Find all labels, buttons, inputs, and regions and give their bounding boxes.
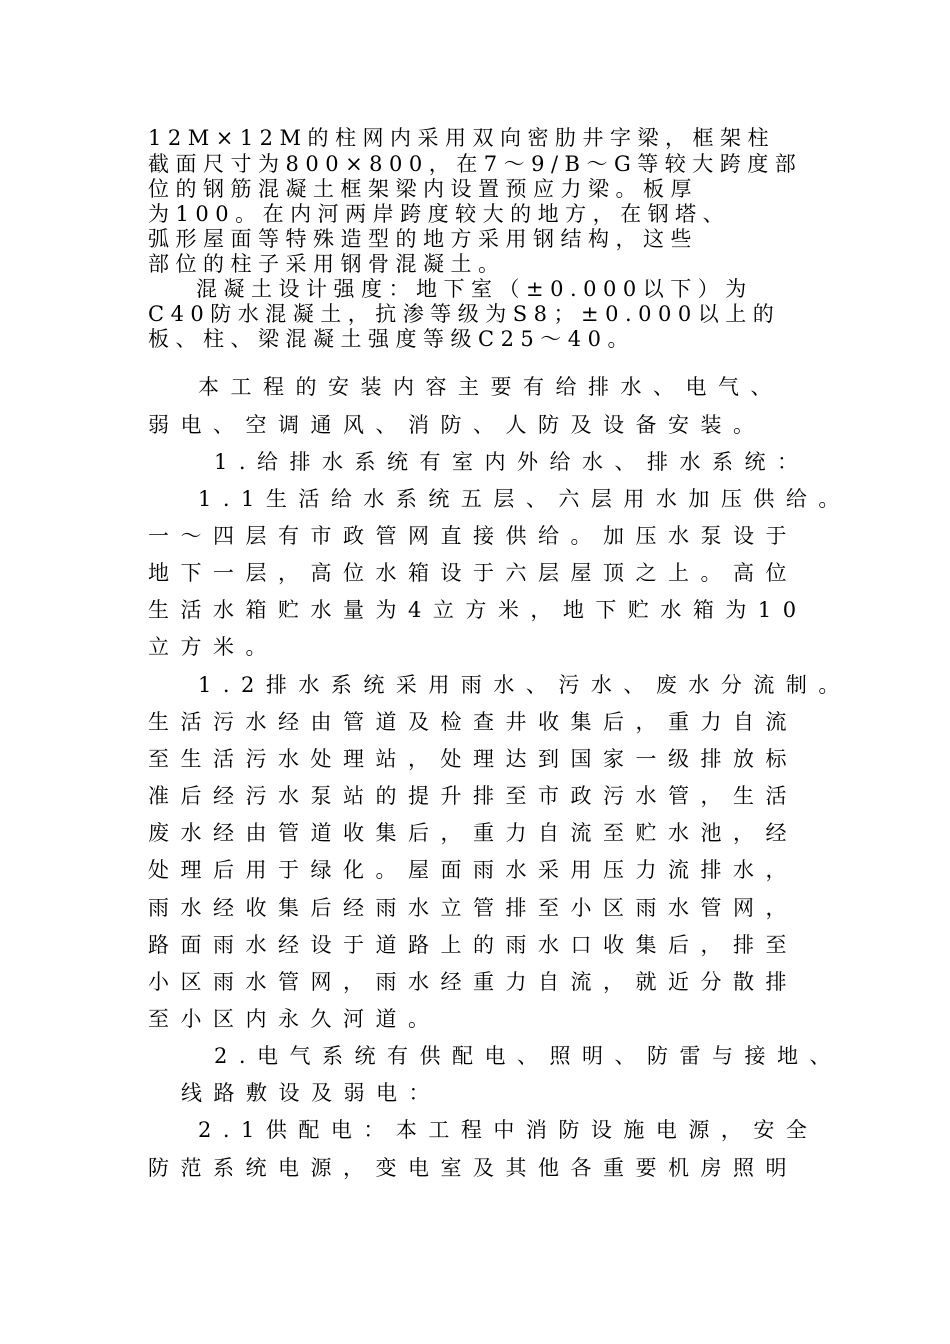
text-line: 1.1生活给水系统五层、六层用水加压供给。: [198, 487, 851, 511]
text-line: C40防水混凝土，抗渗等级为S8；±0.000以上的: [148, 302, 781, 326]
text-line: 路面雨水经设于道路上的雨水口收集后，排至: [148, 933, 798, 957]
text-line: 为100。在内河两岸跨度较大的地方，在钢塔、: [148, 202, 731, 226]
text-line: 本工程的安装内容主要有给排水、电气、: [198, 375, 783, 399]
text-line: 防范系统电源，变电室及其他各重要机房照明: [148, 1156, 798, 1180]
text-line: 1.给排水系统有室内外给水、排水系统：: [214, 450, 810, 474]
text-line: 生活污水经由管道及检查井收集后，重力自流: [148, 710, 798, 734]
text-line: 部位的柱子采用钢骨混凝土。: [148, 252, 506, 276]
text-line: 立方米。: [148, 635, 278, 659]
text-line: 雨水经收集后经雨水立管排至小区雨水管网，: [148, 896, 798, 920]
text-line: 12M×12M的柱网内采用双向密肋井字梁，框架柱: [148, 126, 776, 150]
text-line: 弱电、空调通风、消防、人防及设备安装。: [148, 413, 766, 437]
text-line: 2.电气系统有供配电、照明、防雷与接地、: [214, 1044, 843, 1068]
text-line: 位的钢筋混凝土框架梁内设置预应力梁。板厚: [148, 177, 698, 201]
text-line: 准后经污水泵站的提升排至市政污水管，生活: [148, 784, 798, 808]
text-line: 混凝土设计强度：地下室（±0.000以下）为: [196, 277, 753, 301]
text-line: 2.1供配电：本工程中消防设施电源，安全: [198, 1118, 819, 1142]
text-line: 废水经由管道收集后，重力自流至贮水池，经: [148, 821, 798, 845]
text-line: 小区雨水管网，雨水经重力自流，就近分散排: [148, 970, 798, 994]
text-line: 至小区内永久河道。: [148, 1007, 441, 1031]
text-line: 生活水箱贮水量为4立方米，地下贮水箱为10: [148, 598, 808, 622]
text-line: 处理后用于绿化。屋面雨水采用压力流排水，: [148, 858, 798, 882]
text-line: 至生活污水处理站，处理达到国家一级排放标: [148, 747, 798, 771]
text-line: 一～四层有市政管网直接供给。加压水泵设于: [148, 524, 798, 548]
text-line: 板、柱、梁混凝土强度等级C25～40。: [148, 327, 636, 351]
text-line: 截面尺寸为800×800，在7～9/B～G等较大跨度部: [148, 152, 803, 176]
text-line: 地下一层，高位水箱设于六层屋顶之上。高位: [148, 561, 798, 585]
text-line: 弧形屋面等特殊造型的地方采用钢结构，这些: [148, 227, 698, 251]
text-line: 1.2排水系统采用雨水、污水、废水分流制。: [198, 673, 851, 697]
text-line: 线路敷设及弱电：: [181, 1081, 441, 1105]
